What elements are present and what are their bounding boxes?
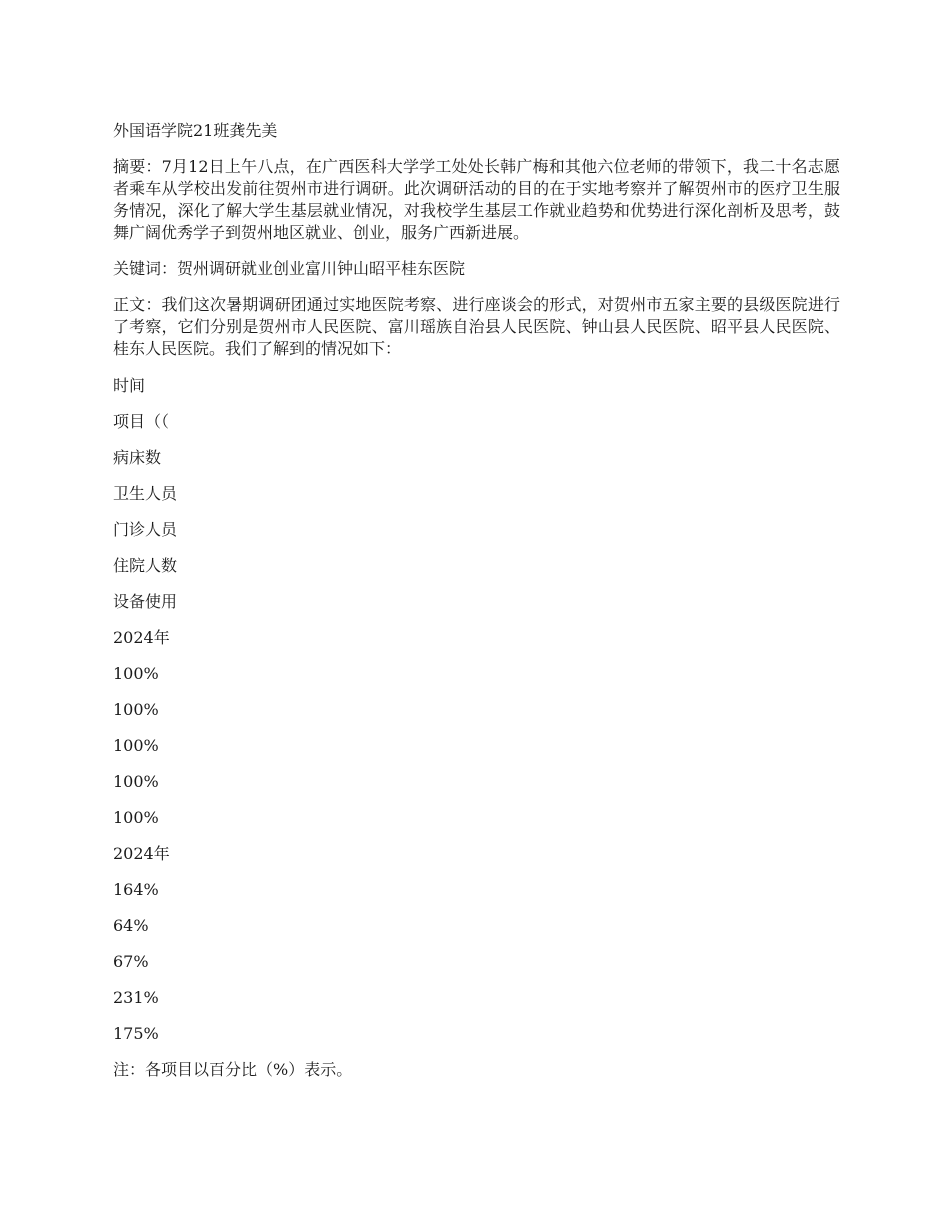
table-line: 2024年 — [113, 844, 170, 863]
table-line: 门诊人员 — [113, 520, 178, 539]
table-line: 项目（（ — [113, 412, 170, 431]
document-page — [113, 120, 840, 1088]
table-line: 病床数 — [113, 448, 162, 467]
author-line: 外国语学院21班龚先美 — [113, 121, 278, 140]
table-line: 100% — [113, 808, 159, 827]
table-line: 设备使用 — [113, 592, 178, 611]
keywords-line: 关键词：贺州调研就业创业富川钟山昭平桂东医院 — [113, 259, 466, 278]
table-line: 100% — [113, 772, 159, 791]
table-line: 67% — [113, 952, 149, 971]
table-line: 64% — [113, 916, 149, 935]
table-line: 住院人数 — [113, 556, 178, 575]
body-paragraph: 正文：我们这次暑期调研团通过实地医院考察、进行座谈会的形式，对贺州市五家主要的县级医院进行了考察，它们分别是贺州市人民医院、富川瑶族自治县人民医院、钟山县人民医院、昭平县人民医院、桂东人民医院。我们了解到的情况如下： — [113, 295, 840, 358]
table-line: 卫生人员 — [113, 484, 178, 503]
table-line: 时间 — [113, 376, 146, 395]
table-line: 231% — [113, 988, 159, 1007]
table-line: 164% — [113, 880, 159, 899]
abstract-paragraph: 摘要：7月12日上午八点，在广西医科大学学工处处长韩广梅和其他六位老师的带领下，我二十名志愿者乘车从学校出发前往贺州市进行调研。此次调研活动的目的在于实地考察并了解贺州市的医疗卫生服务情况，深化了解大学生基层就业情况，对我校学生基层工作就业趋势和优势进行深化剖析及思考，鼓舞广阔优秀学子到贺州地区就业、创业，服务广西新进展。 — [113, 157, 840, 242]
table-line: 100% — [113, 700, 159, 719]
table-line: 100% — [113, 736, 159, 755]
note-line: 注：各项目以百分比（%）表示。 — [113, 1060, 353, 1079]
table-line: 100% — [113, 664, 159, 683]
table-line: 2024年 — [113, 628, 170, 647]
table-line: 175% — [113, 1024, 159, 1043]
table-text-lines — [113, 368, 840, 1052]
